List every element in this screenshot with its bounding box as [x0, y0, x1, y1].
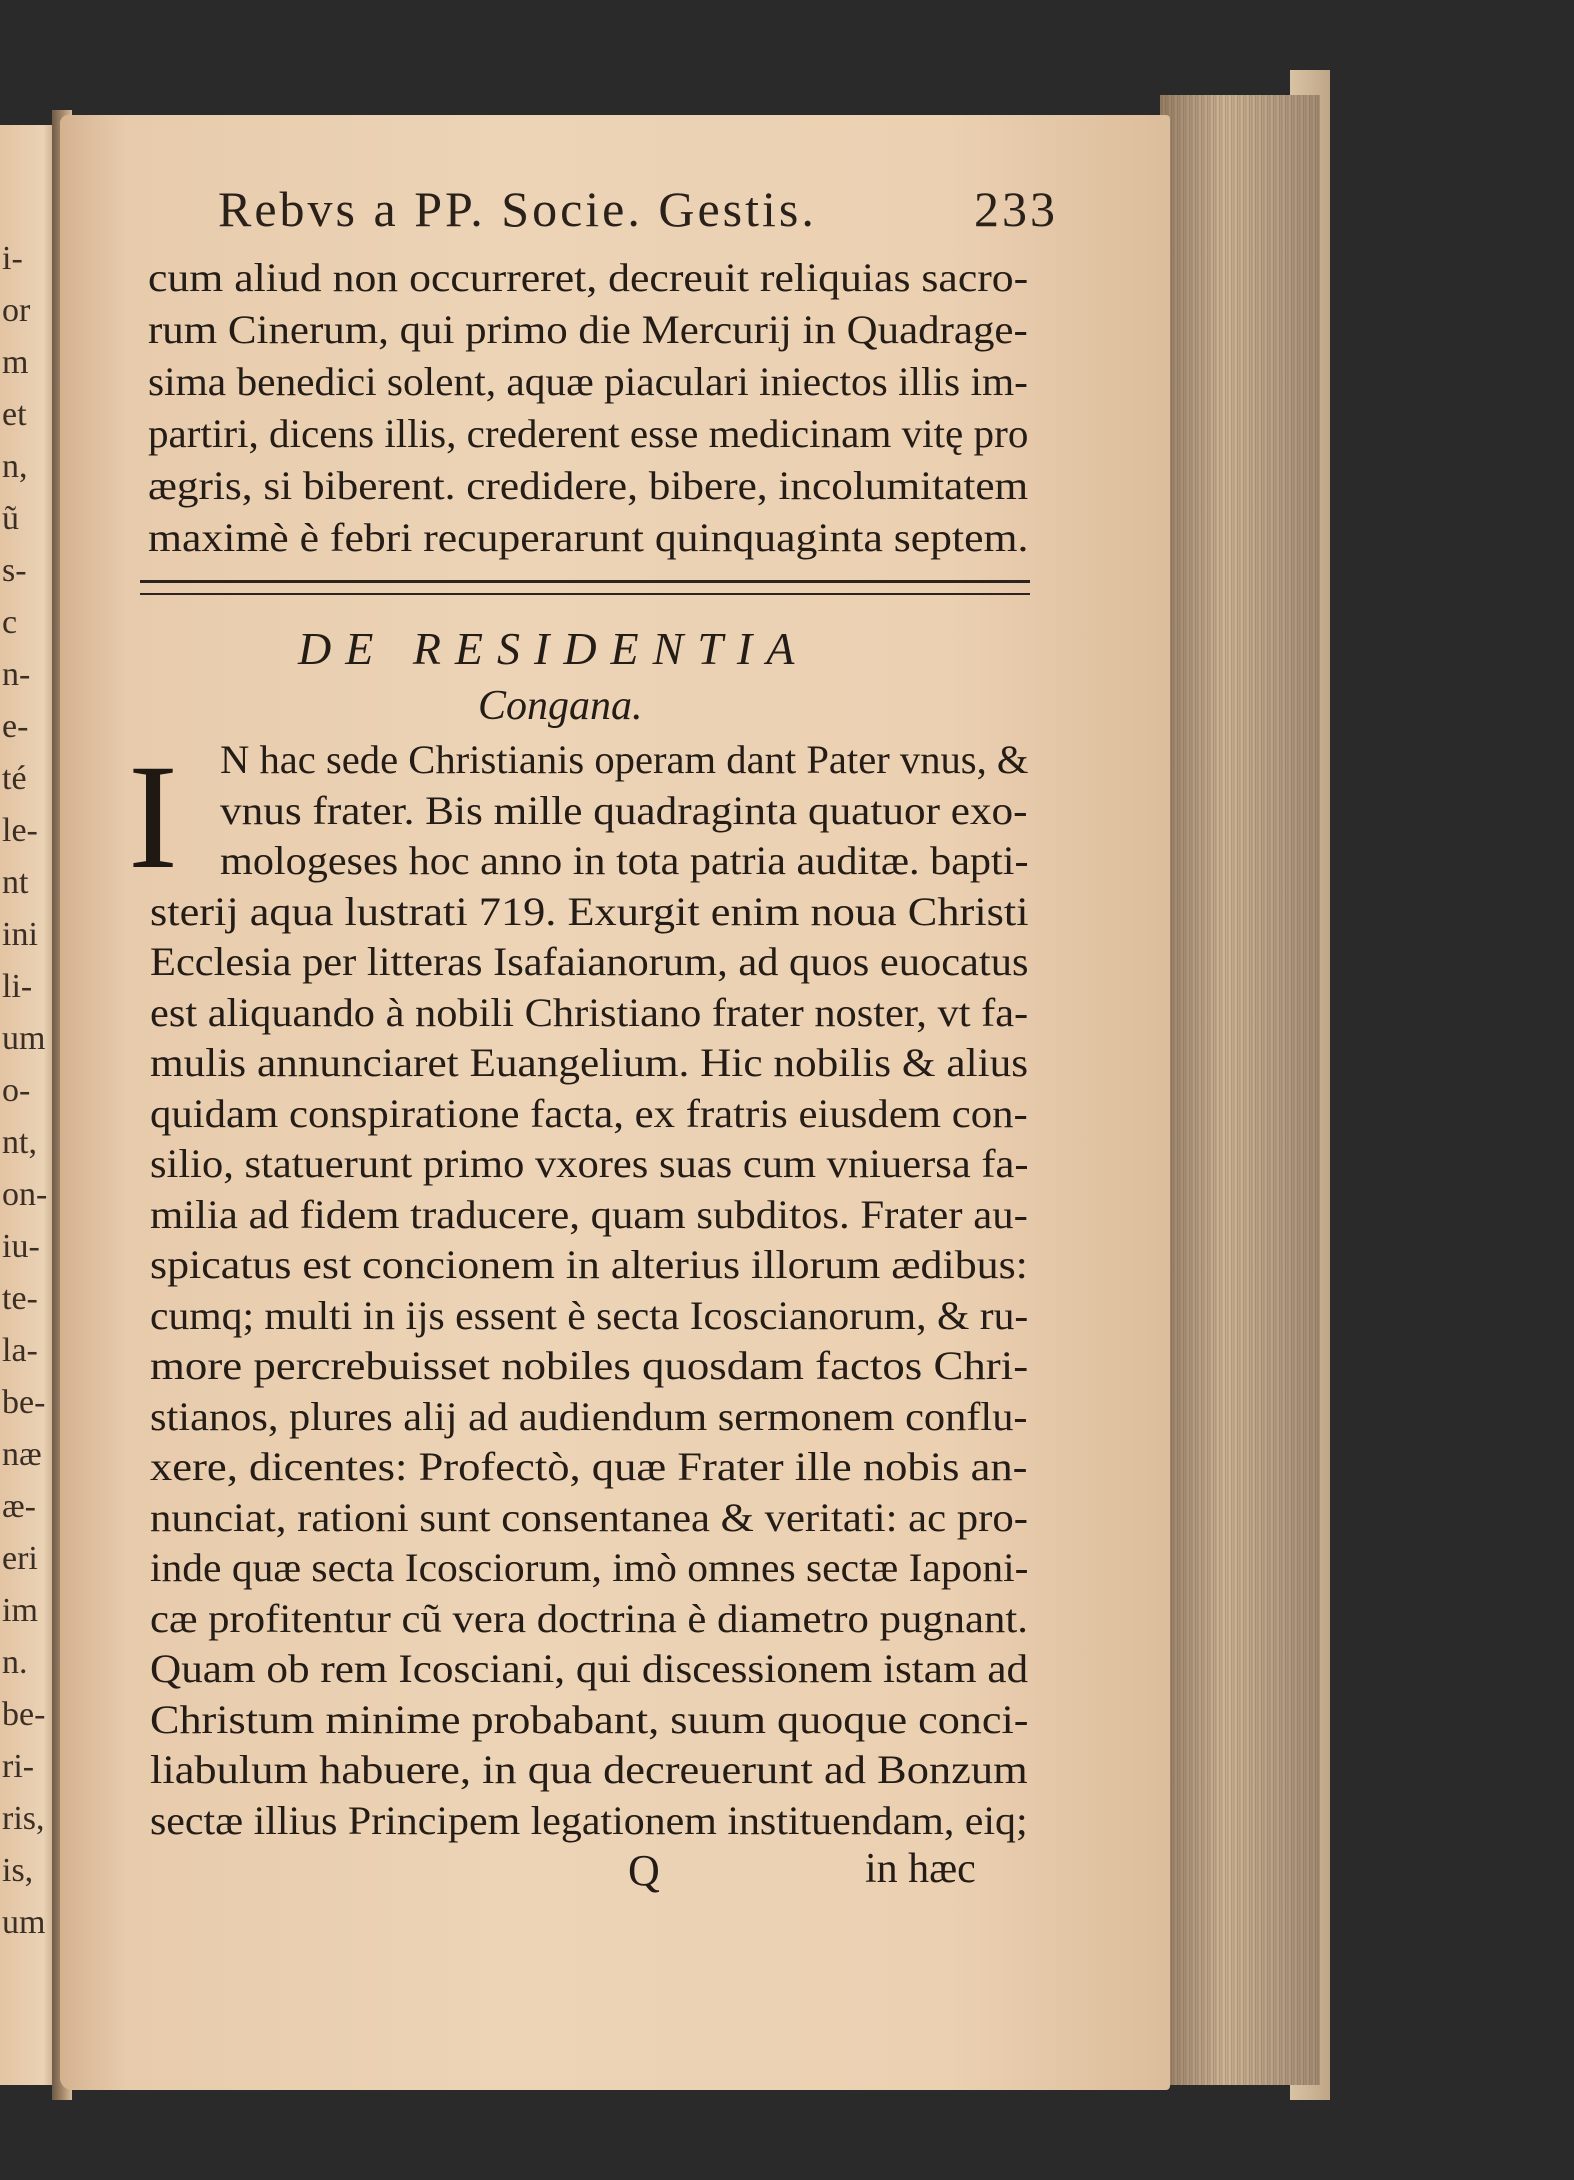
text-line: cæ profitentur cũ vera doctrina è diametro pugnant. [150, 1595, 1028, 1641]
previous-page-fragment: ũ [2, 500, 19, 537]
text-line: Christum minime probabant, suum quoque conci- [150, 1696, 1029, 1742]
text-line: maximè è febri recuperarunt quinquaginta septem. [148, 515, 1029, 560]
previous-page-fragment: ri- [2, 1748, 35, 1785]
text-line: nunciat, rationi sunt consentanea & veritati: ac pro- [150, 1494, 1028, 1540]
text-line: quidam conspiratione facta, ex fratris eiusdem con- [150, 1090, 1028, 1136]
previous-page-fragment: on- [2, 1176, 48, 1213]
previous-page-fragment: s- [2, 552, 27, 589]
previous-page-fragment: li- [2, 968, 33, 1005]
page-number: 233 [974, 181, 1058, 237]
section-title: DE RESIDENTIA [298, 623, 809, 674]
signature-mark: Q [628, 1846, 660, 1895]
text-line: stianos, plures alij ad audiendum sermonem conflu- [150, 1393, 1028, 1439]
previous-page-fragment: is, [2, 1852, 34, 1889]
previous-page-fragment: be- [2, 1696, 46, 1733]
text-line: vnus frater. Bis mille quadraginta quatuor exo- [220, 787, 1028, 833]
previous-page-fragment: or [2, 292, 31, 329]
previous-page-fragment: ini [2, 916, 38, 953]
previous-page-fragment: et [2, 396, 27, 433]
section-divider-rule [140, 580, 1030, 595]
text-line: silio, statuerunt primo vxores suas cum vniuersa fa- [150, 1141, 1029, 1186]
section-subtitle: Congana. [478, 683, 643, 729]
previous-page-fragment: ris, [2, 1800, 45, 1837]
previous-page-fragment: m [2, 344, 29, 381]
previous-page-fragment: té [2, 760, 27, 797]
previous-page-fragment: n. [2, 1644, 28, 1681]
previous-page-fragment: um [2, 1904, 46, 1941]
previous-page-fragment: næ [2, 1436, 42, 1473]
text-line: xere, dicentes: Profectò, quæ Frater ille nobis an- [150, 1444, 1028, 1489]
previous-page-fragment: n- [2, 656, 31, 693]
text-line: milia ad fidem traducere, quam subditos. Frater au- [150, 1191, 1028, 1237]
text-line: Quam ob rem Icosciani, qui discessionem istam ad [150, 1646, 1029, 1691]
previous-page-fragment: i- [2, 240, 23, 277]
text-line: inde quæ secta Icosciorum, imò omnes sectæ Iaponi- [150, 1545, 1029, 1590]
text-line: sima benedici solent, aquæ piaculari iniectos illis im- [148, 359, 1028, 404]
previous-page-fragment: nt, [2, 1124, 37, 1161]
previous-page-fragment: e- [2, 708, 29, 745]
text-line: sectæ illius Principem legationem instituendam, eiq; [150, 1797, 1028, 1843]
previous-page-fragment: æ- [2, 1488, 36, 1525]
drop-cap: I [128, 734, 178, 900]
previous-page-fragment: nt [2, 864, 29, 901]
previous-page-fragment: iu- [2, 1228, 40, 1265]
text-line: partiri, dicens illis, crederent esse medicinam vitę pro [148, 411, 1029, 456]
running-head [218, 180, 1058, 244]
previous-page-fragment: eri [2, 1540, 38, 1577]
text-line: est aliquando à nobili Christiano frater noster, vt fa- [150, 989, 1029, 1035]
previous-page-fragment: be- [2, 1384, 46, 1421]
text-line: ægris, si biberent. credidere, bibere, incolumitatem [148, 463, 1029, 508]
running-title: Rebvs a PP. Socie. Gestis. [218, 181, 817, 237]
text-line: mologeses hoc anno in tota patria auditæ. bapti- [220, 838, 1029, 883]
previous-page-fragment: le- [2, 812, 38, 849]
text-line: sterij aqua lustrati 719. Exurgit enim noua Christi [150, 888, 1029, 934]
text-line: mulis annunciaret Euangelium. Hic nobilis & alius [150, 1040, 1029, 1085]
previous-page-fragment: im [2, 1592, 38, 1629]
text-line: cum aliud non occurreret, decreuit reliquias sacro- [148, 255, 1029, 300]
previous-page-fragment: c [2, 604, 18, 641]
text-line: rum Cinerum, qui primo die Mercurij in Quadrage- [148, 307, 1028, 352]
previous-page-fragment: te- [2, 1280, 38, 1317]
text-line: cumq; multi in ijs essent è secta Icoscianorum, & ru- [150, 1292, 1029, 1338]
previous-page-fragment: la- [2, 1332, 38, 1369]
text-line: Ecclesia per litteras Isafaianorum, ad quos euocatus [150, 939, 1029, 984]
text-line: more percrebuisset nobiles quosdam factos Chri- [150, 1343, 1029, 1388]
text-line: N hac sede Christianis operam dant Pater vnus, & [220, 737, 1029, 782]
catchword: in hæc [865, 1846, 976, 1892]
text-line: spicatus est concionem in alterius illorum ædibus: [150, 1242, 1028, 1287]
previous-page-fragment: um [2, 1020, 46, 1057]
text-line: liabulum habuere, in qua decreuerunt ad Bonzum [150, 1747, 1028, 1792]
previous-page-fragment: o- [2, 1072, 31, 1109]
previous-page-fragment: n, [2, 448, 28, 485]
